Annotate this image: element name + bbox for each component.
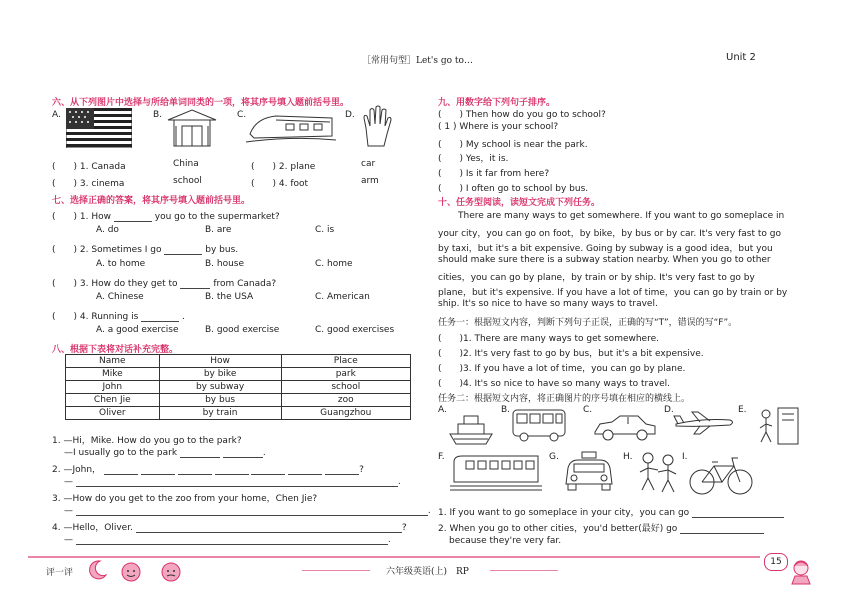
item-number: 1. bbox=[79, 162, 89, 172]
blank-line[interactable] bbox=[223, 448, 263, 458]
sort-item bbox=[438, 151, 508, 164]
dialogue-line bbox=[64, 535, 391, 545]
walking-icon bbox=[752, 406, 800, 446]
children-walking-icon bbox=[634, 450, 682, 494]
blank-line[interactable] bbox=[251, 465, 285, 475]
table-cell: Oliver bbox=[66, 407, 160, 420]
option-letter: D. bbox=[345, 110, 355, 120]
picture-letter: B. bbox=[501, 405, 511, 415]
girl-icon bbox=[786, 556, 816, 586]
table-row bbox=[66, 368, 411, 381]
passage-line: There are many ways to get somewhere. If you want to go someplace in bbox=[458, 211, 785, 221]
blank-line[interactable] bbox=[692, 508, 784, 518]
word: China bbox=[173, 159, 199, 169]
statement: 1. There are many ways to get somewhere. bbox=[463, 334, 659, 344]
sentence: Is it far from here? bbox=[465, 169, 550, 179]
answer-paren[interactable]: ( ) bbox=[438, 364, 464, 374]
passage-line: cities，you can go by plane，by train or by ship. It's very fast to go by bbox=[438, 273, 755, 283]
blank-line[interactable] bbox=[180, 279, 210, 289]
picture-letter: D. bbox=[664, 405, 674, 415]
answer-paren[interactable]: ( ) bbox=[52, 279, 78, 289]
period: . bbox=[387, 535, 391, 545]
question-text: . bbox=[182, 312, 185, 322]
task-1-instruction: 任务一：根据短文内容，判断下列句子正误，正确的写“T”，错误的写“F”。 bbox=[438, 318, 738, 328]
option[interactable]: A. to home bbox=[96, 259, 146, 269]
column-header: How bbox=[159, 355, 281, 368]
temple-icon bbox=[164, 106, 220, 150]
taxi-icon bbox=[560, 450, 618, 494]
dialogue-line: 1. —Hi，Mike. How do you go to the park? bbox=[52, 436, 242, 446]
question-text: from Canada? bbox=[213, 279, 277, 289]
option[interactable]: B. good exercise bbox=[205, 325, 280, 335]
question-text: 1. If you want to go someplace in your city，you can go bbox=[438, 508, 690, 518]
dialogue-line bbox=[64, 477, 401, 487]
answer-paren[interactable]: ( ) bbox=[438, 140, 464, 150]
answer-paren[interactable]: ( 1 ) bbox=[438, 122, 457, 132]
passage-line: should make sure there is a subway station nearby. When you go to other bbox=[438, 255, 771, 265]
option[interactable]: A. a good exercise bbox=[96, 325, 179, 335]
task-2-instruction: 任务二：根据短文内容，将正确图片的序号填在相应的横线上。 bbox=[438, 394, 691, 404]
word: school bbox=[173, 176, 202, 186]
ship-icon bbox=[448, 410, 494, 446]
table-row bbox=[66, 394, 411, 407]
blank-line[interactable] bbox=[180, 448, 220, 458]
column-header: Place bbox=[281, 355, 410, 368]
question bbox=[52, 242, 238, 255]
dash: — bbox=[64, 506, 73, 516]
passage-line: plane，but it's expensive. If you have a lot of time，you can go by train or by bbox=[438, 288, 788, 298]
question-text: 3. How do they get to bbox=[79, 279, 178, 289]
moon-icon bbox=[86, 559, 108, 581]
dialogue-line bbox=[64, 506, 431, 516]
unit-label: Unit 2 bbox=[726, 52, 756, 63]
blank-line[interactable] bbox=[178, 465, 212, 475]
answer-line[interactable] bbox=[76, 506, 428, 516]
sort-item bbox=[438, 137, 588, 150]
statement: 3. If you have a lot of time，you can go by plane. bbox=[463, 364, 686, 374]
passage-line: your city，you can go on foot，by bike，by bus or by car. It's very fast to go bbox=[438, 229, 781, 239]
answer-paren[interactable]: ( ) bbox=[52, 245, 78, 255]
dialogue-line bbox=[64, 448, 266, 458]
tf-item bbox=[438, 361, 685, 374]
tf-item bbox=[438, 331, 659, 344]
tf-item bbox=[438, 346, 704, 359]
answer-paren[interactable]: ( ) bbox=[438, 379, 464, 389]
footer-divider bbox=[302, 570, 370, 571]
picture-letter: A. bbox=[438, 405, 447, 415]
sort-item bbox=[438, 181, 588, 194]
sec6-item bbox=[52, 176, 124, 189]
section-8-title: 八、根据下表将对话补充完整。 bbox=[52, 345, 179, 355]
table-cell: zoo bbox=[281, 394, 410, 407]
hand-icon bbox=[360, 104, 396, 148]
table-row bbox=[66, 407, 411, 420]
question-text: 4. Running is bbox=[79, 312, 139, 322]
option[interactable]: B. are bbox=[205, 225, 232, 235]
answer-paren[interactable]: ( ) bbox=[52, 162, 78, 172]
passage-line: by taxi，but it's a bit expensive. Going by subway is a good idea，but you bbox=[438, 244, 773, 254]
sentence: I often go to school by bus. bbox=[465, 184, 589, 194]
answer-paren[interactable]: ( ) bbox=[438, 184, 464, 194]
question-text: 1. How bbox=[79, 212, 111, 222]
option[interactable]: A. do bbox=[96, 225, 119, 235]
face-icon bbox=[120, 560, 142, 582]
sort-item bbox=[438, 166, 549, 179]
sentence: Then how do you go to school? bbox=[465, 110, 606, 120]
footer-book-title: 六年级英语(上) RP bbox=[386, 567, 469, 577]
footer-divider bbox=[28, 556, 760, 558]
item-number: 4. bbox=[278, 179, 288, 189]
period: . bbox=[427, 506, 431, 516]
word: Canada bbox=[91, 162, 126, 172]
table-cell: by bike bbox=[159, 368, 281, 381]
option-letter: A. bbox=[52, 110, 61, 120]
statement: 2. It's very fast to go by bus，but it's a bit expensive. bbox=[463, 349, 704, 359]
question-text: you go to the supermarket? bbox=[154, 212, 280, 222]
answer-paren[interactable]: ( ) bbox=[438, 110, 464, 120]
answer-paren[interactable]: ( ) bbox=[438, 154, 464, 164]
option[interactable]: C. good exercises bbox=[315, 325, 395, 335]
table-cell: by bus bbox=[159, 394, 281, 407]
answer-paren[interactable]: ( ) bbox=[52, 179, 78, 189]
footer-rating-label: 评一评 bbox=[46, 568, 74, 578]
dialogue-text: 2. —John， bbox=[52, 465, 102, 475]
option[interactable]: C. home bbox=[315, 259, 353, 269]
sort-item bbox=[438, 122, 558, 132]
answer-paren[interactable]: ( ) bbox=[438, 349, 464, 359]
blank-line[interactable] bbox=[141, 465, 175, 475]
car-icon bbox=[592, 412, 658, 442]
picture-letter: F. bbox=[438, 452, 445, 462]
option[interactable]: C. is bbox=[315, 225, 335, 235]
question-text: 2. Sometimes I go bbox=[79, 245, 162, 255]
answer-line[interactable] bbox=[136, 523, 402, 533]
dash: — bbox=[64, 535, 73, 545]
sec6-item bbox=[251, 176, 308, 189]
picture-letter: G. bbox=[549, 452, 559, 462]
section-6-title: 六、从下列图片中选择与所给单词同类的一项，将其序号填入题前括号里。 bbox=[52, 98, 350, 108]
question-text: 2. When you go to other cities，you'd better(最好) go bbox=[438, 524, 678, 534]
question bbox=[52, 309, 185, 322]
picture-letter: I. bbox=[682, 452, 688, 462]
question-mark: ? bbox=[359, 465, 364, 475]
item-number: 3. bbox=[79, 179, 89, 189]
plane-icon bbox=[672, 410, 736, 436]
option-letter: B. bbox=[153, 110, 163, 120]
table-cell: by train bbox=[159, 407, 281, 420]
page-number: 15 bbox=[764, 553, 788, 571]
word: cinema bbox=[91, 179, 125, 189]
passage-line: ship. It's so nice to have so many ways to travel. bbox=[438, 299, 658, 309]
table-row bbox=[66, 381, 411, 394]
blank-line[interactable] bbox=[164, 245, 202, 255]
dash: — bbox=[64, 477, 73, 487]
word: plane bbox=[290, 162, 316, 172]
picture-letter: H. bbox=[623, 452, 633, 462]
dialogue-text: —I usually go to the park bbox=[64, 448, 178, 458]
period: . bbox=[262, 448, 266, 458]
table-cell: park bbox=[281, 368, 410, 381]
us-flag-icon bbox=[66, 108, 132, 148]
option[interactable]: A. Chinese bbox=[96, 292, 144, 302]
table-cell: by subway bbox=[159, 381, 281, 394]
header-title: ［常用句型］Let's go to… bbox=[362, 56, 473, 66]
blank-line[interactable] bbox=[104, 465, 138, 475]
sec6-item bbox=[52, 159, 126, 172]
table-cell: Chen Jie bbox=[66, 394, 160, 407]
blank-line[interactable] bbox=[680, 524, 764, 534]
sec6-item bbox=[251, 159, 315, 172]
period: . bbox=[397, 477, 401, 487]
option-letter: C. bbox=[237, 110, 247, 120]
sentence: Yes，it is. bbox=[465, 154, 509, 164]
column-header: Name bbox=[66, 355, 160, 368]
picture-letter: C. bbox=[583, 405, 593, 415]
blank-line[interactable] bbox=[114, 212, 152, 222]
dialogue-line bbox=[52, 520, 407, 533]
blank-line[interactable] bbox=[288, 465, 322, 475]
word: foot bbox=[290, 179, 309, 189]
blank-line[interactable] bbox=[141, 312, 179, 322]
table-cell: school bbox=[281, 381, 410, 394]
question bbox=[52, 209, 280, 222]
answer-paren[interactable]: ( ) bbox=[251, 179, 277, 189]
answer-paren[interactable]: ( ) bbox=[438, 334, 464, 344]
sentence: Where is your school? bbox=[459, 122, 559, 132]
train-icon bbox=[450, 452, 542, 492]
section-7-title: 七、选择正确的答案，将其序号填入题前括号里。 bbox=[52, 196, 251, 206]
section-10-title: 十、任务型阅读，读短文完成下列任务。 bbox=[438, 198, 601, 208]
dialogue-text: 4. —Hello，Oliver. bbox=[52, 523, 133, 533]
bike-icon bbox=[688, 452, 754, 496]
statement: 4. It's so nice to have so many ways to travel. bbox=[463, 379, 670, 389]
footer-divider bbox=[490, 570, 558, 571]
train-icon bbox=[246, 110, 336, 146]
section-9-title: 九、用数字给下列句子排序。 bbox=[438, 98, 556, 108]
blank-line[interactable] bbox=[325, 465, 359, 475]
question-mark: ? bbox=[401, 523, 407, 533]
sentence: My school is near the park. bbox=[465, 140, 588, 150]
task-2-question bbox=[438, 521, 764, 534]
table-cell: Guangzhou bbox=[281, 407, 410, 420]
answer-paren[interactable]: ( ) bbox=[251, 162, 277, 172]
task-2-question bbox=[438, 505, 784, 518]
question-text: by bus. bbox=[205, 245, 239, 255]
option[interactable]: B. the USA bbox=[205, 292, 254, 302]
blank-line[interactable] bbox=[215, 465, 249, 475]
answer-paren[interactable]: ( ) bbox=[52, 312, 78, 322]
table-cell: Mike bbox=[66, 368, 160, 381]
option[interactable]: C. American bbox=[315, 292, 370, 302]
info-table bbox=[65, 354, 411, 420]
picture-letter: E. bbox=[738, 405, 747, 415]
option[interactable]: B. house bbox=[205, 259, 245, 269]
item-number: 2. bbox=[278, 162, 288, 172]
answer-line[interactable] bbox=[76, 535, 388, 545]
word: car bbox=[361, 159, 376, 169]
answer-line[interactable] bbox=[76, 477, 398, 487]
table-header-row bbox=[66, 355, 411, 368]
word: arm bbox=[361, 176, 379, 186]
answer-paren[interactable]: ( ) bbox=[52, 212, 78, 222]
dialogue-line: 3. —How do you get to the zoo from your home，Chen Jie? bbox=[52, 494, 318, 504]
question bbox=[52, 276, 276, 289]
face-icon bbox=[160, 560, 182, 582]
table-cell: John bbox=[66, 381, 160, 394]
answer-paren[interactable]: ( ) bbox=[438, 169, 464, 179]
bus-icon bbox=[510, 406, 568, 444]
tf-item bbox=[438, 376, 670, 389]
question-text: because they're very far. bbox=[449, 536, 562, 546]
sort-item bbox=[438, 107, 606, 120]
dialogue-line bbox=[52, 462, 364, 475]
